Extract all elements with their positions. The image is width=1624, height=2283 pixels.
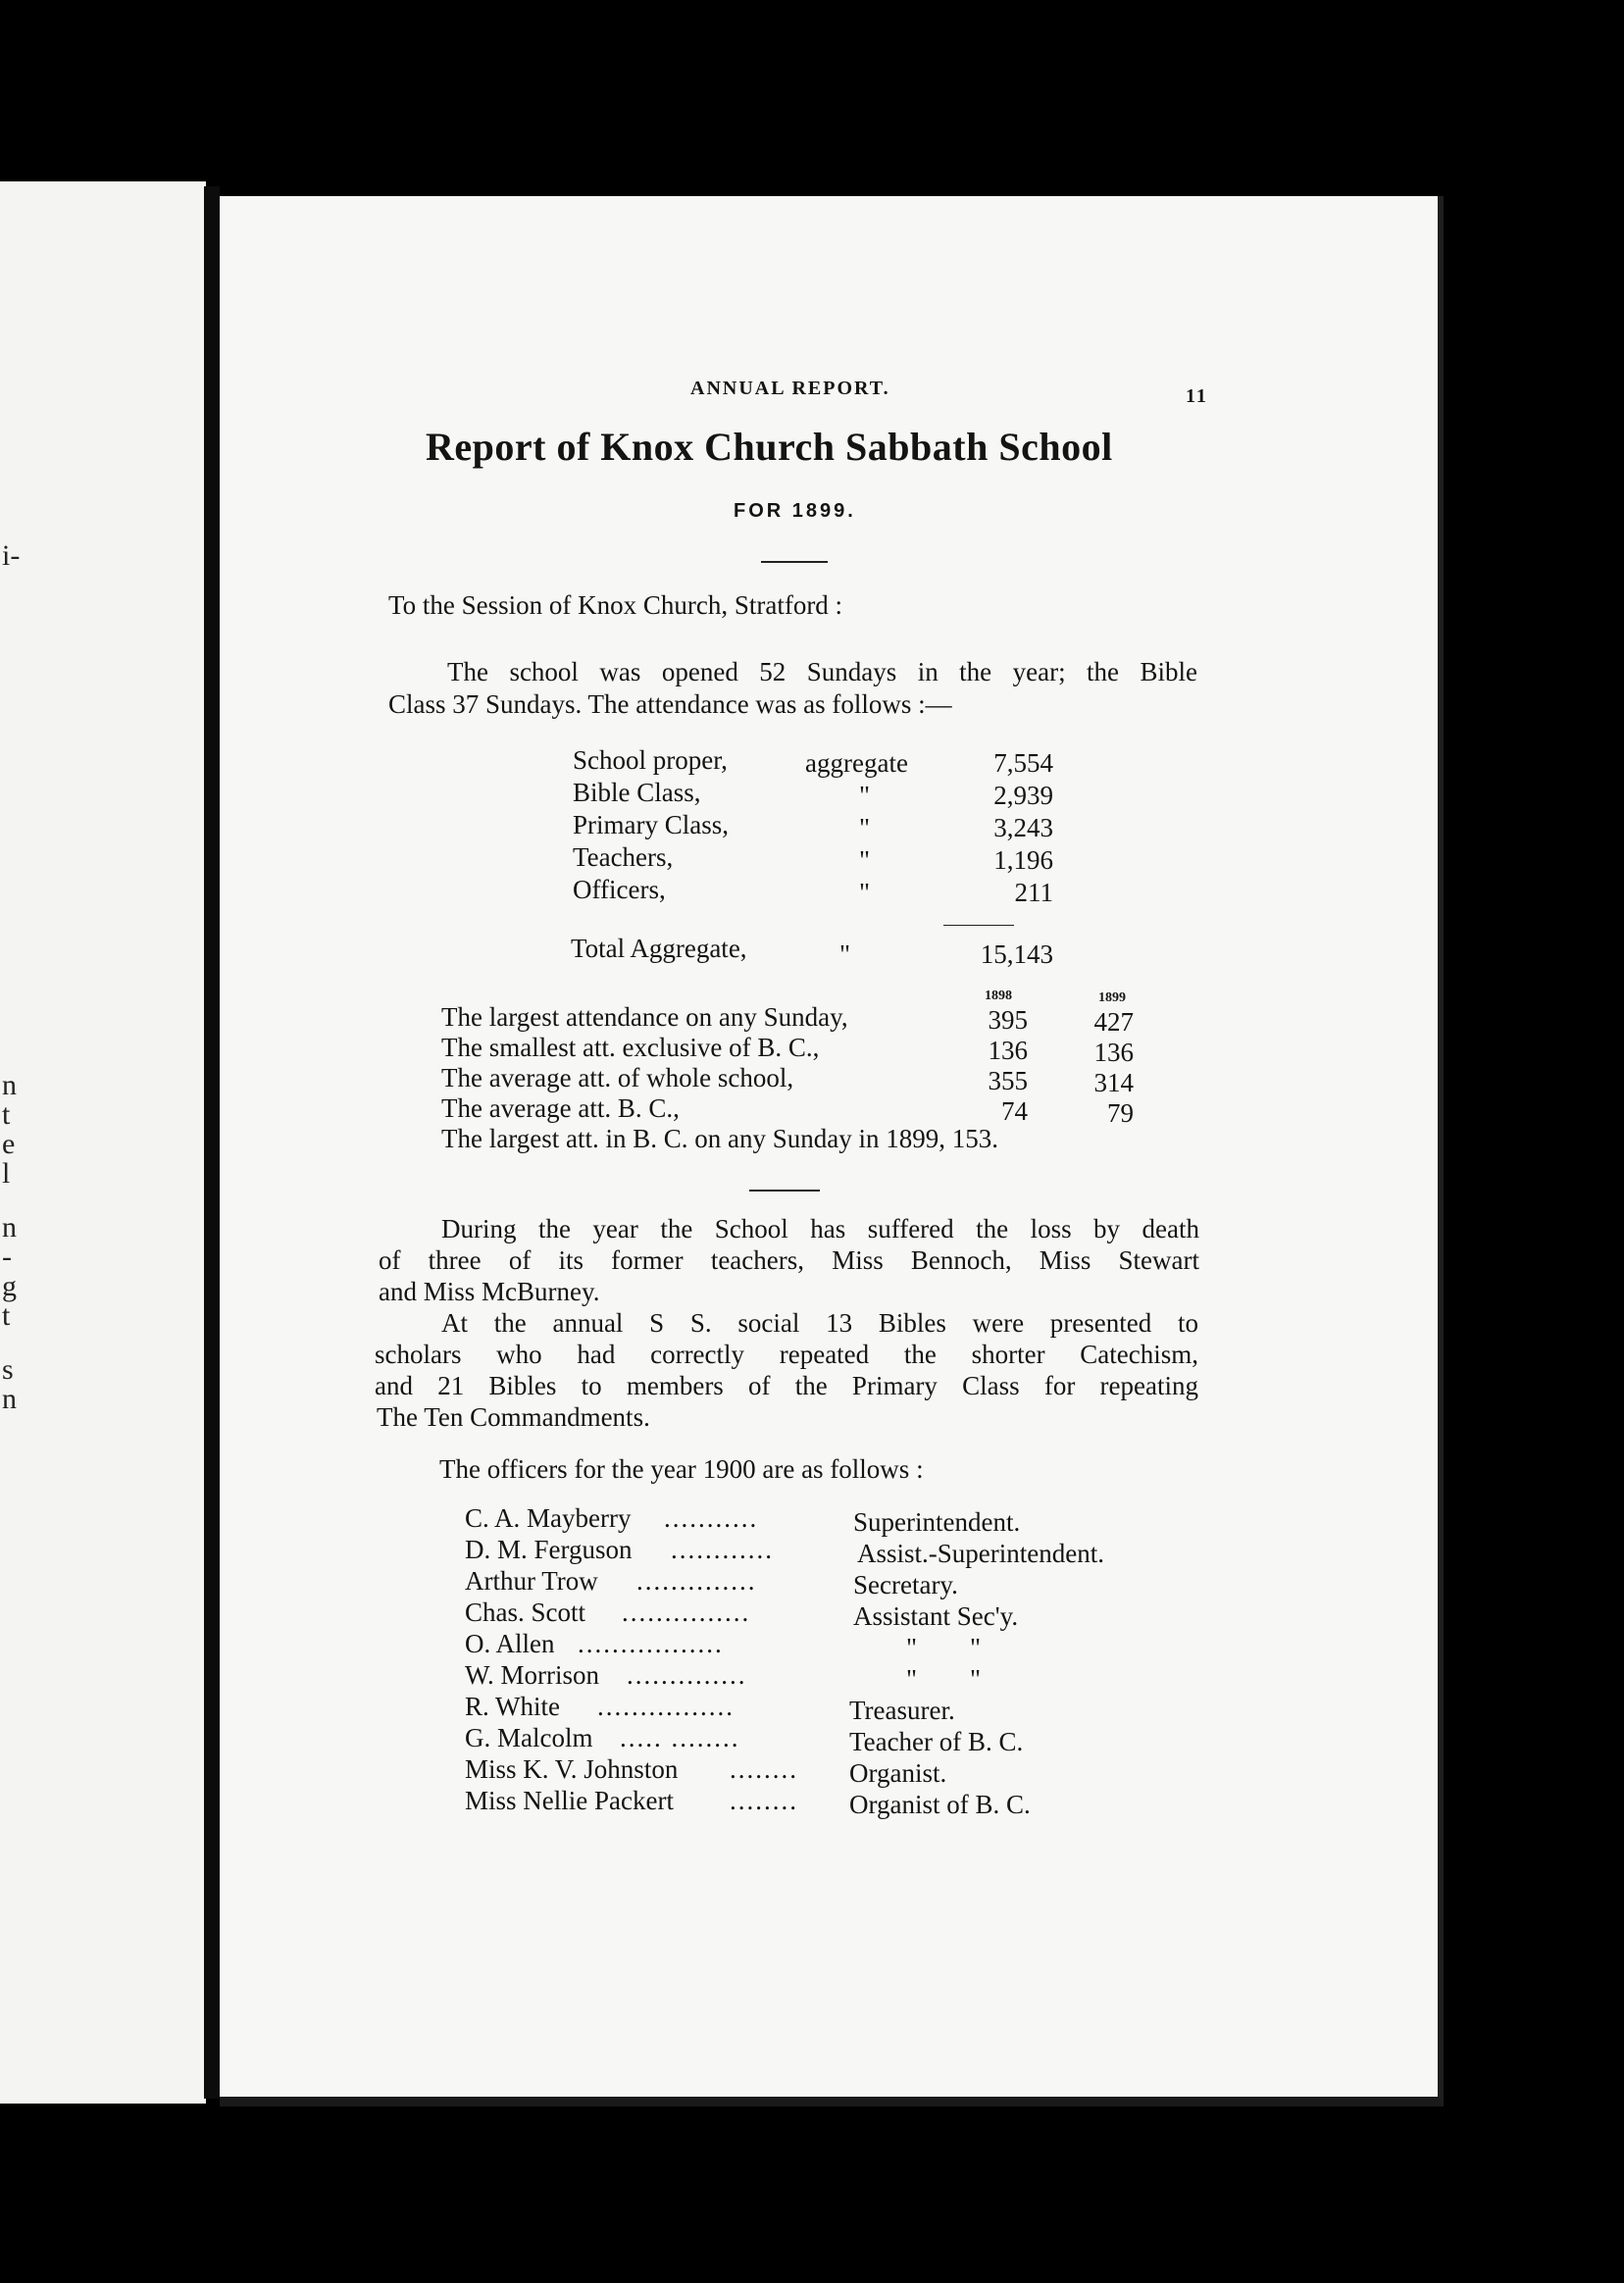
- title-rule: [761, 561, 828, 563]
- paragraph-2-line: The Ten Commandments.: [377, 1402, 650, 1432]
- officer-dots: ..... ........: [620, 1723, 740, 1752]
- officer-name: Arthur Trow: [465, 1566, 598, 1596]
- paragraph-2-line: At the annual S S. social 13 Bibles were presented to: [441, 1308, 1198, 1338]
- paragraph-1-line: and Miss McBurney.: [379, 1277, 600, 1306]
- left-page-fragment: -: [2, 1241, 12, 1273]
- comparison-1899: 79: [1107, 1098, 1134, 1128]
- row-mark: ": [859, 845, 871, 875]
- officer-dots: ..............: [627, 1660, 747, 1690]
- officer-dots: ................: [597, 1692, 735, 1721]
- officer-name: R. White: [465, 1692, 560, 1721]
- paragraph-2-line: scholars who had correctly repeated the shorter Catechism,: [375, 1340, 1198, 1369]
- comparison-label: The largest attendance on any Sunday,: [441, 1002, 848, 1032]
- left-page-fragment: g: [2, 1270, 17, 1302]
- row-mark: ": [859, 781, 871, 810]
- row-label: Officers,: [573, 875, 666, 904]
- officer-role: Assistant Sec'y.: [853, 1601, 1019, 1631]
- left-page-fragment: e: [2, 1128, 16, 1160]
- officer-role: Teacher of B. C.: [849, 1727, 1024, 1756]
- officer-role: " ": [906, 1664, 982, 1694]
- intro-line-1: The school was opened 52 Sundays in the year; the Bible: [447, 657, 1197, 686]
- paragraph-2-line: and 21 Bibles to members of the Primary Class for repeating: [375, 1371, 1198, 1400]
- left-page-fragment: i-: [2, 539, 21, 572]
- row-value: 2,939: [993, 781, 1053, 810]
- officers-intro: The officers for the year 1900 are as follows :: [439, 1454, 924, 1484]
- year-header-1898: 1898: [985, 989, 1012, 1003]
- row-mark: ": [859, 878, 871, 907]
- page-number: 11: [1186, 385, 1208, 407]
- total-label: Total Aggregate,: [571, 934, 747, 963]
- comparison-1899: 314: [1093, 1068, 1134, 1097]
- officer-role: Organist.: [849, 1758, 947, 1788]
- right-page: [220, 196, 1444, 2106]
- officer-name: G. Malcolm: [465, 1723, 593, 1752]
- total-value: 15,143: [980, 939, 1053, 969]
- comparison-label: The smallest att. exclusive of B. C.,: [441, 1033, 820, 1062]
- row-value: 211: [1014, 878, 1053, 907]
- officer-name: O. Allen: [465, 1629, 555, 1658]
- officer-name: Miss K. V. Johnston: [465, 1754, 679, 1784]
- row-mark: ": [859, 813, 871, 842]
- officer-dots: ...............: [622, 1598, 751, 1627]
- row-value: 7,554: [993, 748, 1053, 778]
- comparison-1898: 74: [1001, 1096, 1028, 1126]
- officer-dots: ...........: [664, 1503, 759, 1533]
- left-page-fragment: n: [2, 1069, 17, 1101]
- report-year: FOR 1899.: [734, 500, 856, 522]
- intro-line-2: Class 37 Sundays. The attendance was as follows :—: [388, 689, 952, 719]
- officer-dots: ..............: [636, 1566, 757, 1596]
- table-row: [573, 745, 728, 776]
- officer-role: Secretary.: [853, 1570, 958, 1599]
- left-page-fragment: n: [2, 1211, 17, 1243]
- section-rule: [749, 1190, 820, 1192]
- officer-name: C. A. Mayberry: [465, 1503, 632, 1533]
- left-page-edge: [0, 181, 206, 2104]
- page-content: [220, 196, 1444, 2106]
- row-mark: aggregate: [805, 748, 908, 778]
- comparison-1899: 427: [1093, 1007, 1134, 1037]
- salutation: To the Session of Knox Church, Stratford :: [388, 590, 843, 620]
- officer-role: Superintendent.: [853, 1507, 1021, 1537]
- comparison-final-line: The largest att. in B. C. on any Sunday in 1899, 153.: [441, 1124, 998, 1153]
- running-title: ANNUAL REPORT.: [690, 378, 890, 399]
- officer-dots: ............: [671, 1535, 774, 1564]
- row-value: 1,196: [993, 845, 1053, 875]
- row-label: Bible Class,: [573, 778, 701, 807]
- left-page-fragment: t: [2, 1098, 11, 1131]
- officer-role: Assist.-Superintendent.: [857, 1539, 1104, 1568]
- officer-name: Miss Nellie Packert: [465, 1786, 674, 1815]
- row-label: School proper,: [573, 745, 728, 775]
- comparison-1898: 355: [988, 1066, 1028, 1095]
- paragraph-1-line: of three of its former teachers, Miss Bennoch, Miss Stewart: [379, 1245, 1199, 1275]
- officer-role: Organist of B. C.: [849, 1790, 1031, 1819]
- officer-role: Treasurer.: [849, 1696, 955, 1725]
- year-header-1899: 1899: [1098, 990, 1126, 1005]
- left-page-fragment: t: [2, 1299, 11, 1332]
- officer-dots: ........: [730, 1786, 798, 1815]
- total-rule: [943, 925, 1014, 926]
- left-page-fragment: s: [2, 1353, 14, 1386]
- officer-dots: ........: [730, 1754, 798, 1784]
- left-page-fragment: l: [2, 1157, 11, 1190]
- comparison-1899: 136: [1093, 1038, 1134, 1067]
- officer-role: " ": [906, 1633, 982, 1662]
- paragraph-1-line: During the year the School has suffered the loss by death: [441, 1214, 1199, 1243]
- row-value: 3,243: [993, 813, 1053, 842]
- row-label: Teachers,: [573, 842, 674, 872]
- officer-dots: .................: [578, 1629, 724, 1658]
- left-page-fragment: n: [2, 1383, 17, 1415]
- officer-name: W. Morrison: [465, 1660, 600, 1690]
- officer-name: Chas. Scott: [465, 1598, 586, 1627]
- report-title: Report of Knox Church Sabbath School: [426, 425, 1113, 469]
- comparison-1898: 395: [988, 1005, 1028, 1035]
- comparison-label: The average att. B. C.,: [441, 1093, 680, 1123]
- comparison-label: The average att. of whole school,: [441, 1063, 794, 1092]
- binding-gutter: [204, 186, 220, 2099]
- officer-name: D. M. Ferguson: [465, 1535, 633, 1564]
- total-mark: ": [839, 939, 851, 969]
- comparison-1898: 136: [988, 1036, 1028, 1065]
- row-label: Primary Class,: [573, 810, 729, 839]
